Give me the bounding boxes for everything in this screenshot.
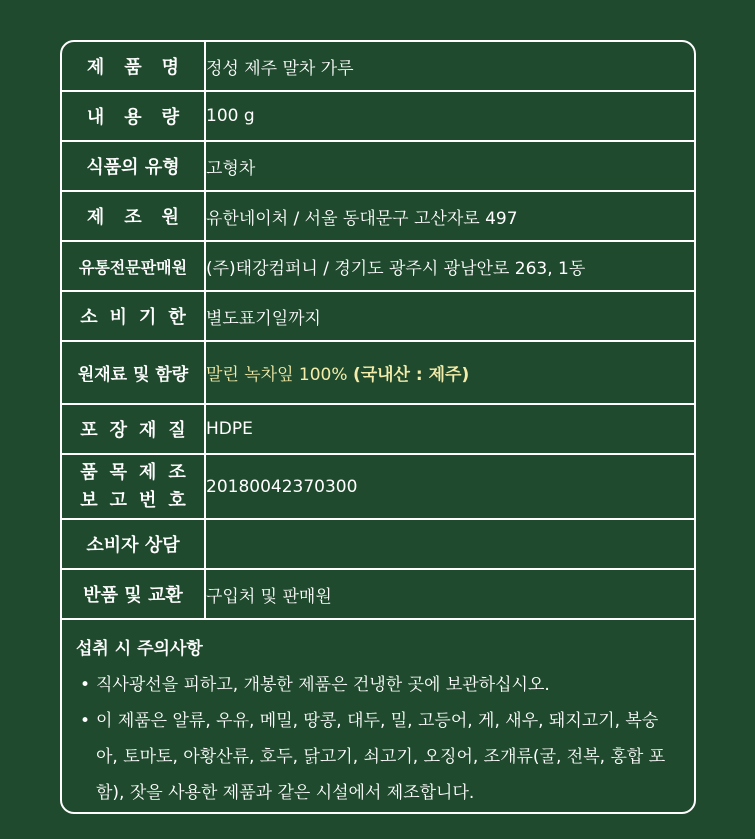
value-manufacturer: 유한네이처 / 서울 동대문구 고산자로 497: [205, 191, 694, 241]
label-report-number-line1: 품목제조: [80, 461, 198, 483]
label-ingredients: 원재료 및 함량: [62, 341, 205, 404]
product-info-panel: [60, 40, 696, 814]
value-report-number: 20180042370300: [205, 454, 694, 519]
value-distributor: (주)태강컴퍼니 / 경기도 광주시 광남안로 263, 1동: [205, 241, 694, 291]
value-expiry: 별도표기일까지: [205, 291, 694, 341]
value-consumer-service: [205, 519, 694, 569]
precautions-title: 섭취 시 주의사항: [76, 639, 203, 659]
label-packaging: 포장재질: [62, 404, 205, 454]
row-net-content: [62, 91, 694, 141]
precautions-list: [76, 667, 680, 811]
row-food-type: [62, 141, 694, 191]
label-food-type: 식품의 유형: [62, 141, 205, 191]
row-ingredients: [62, 341, 694, 404]
value-product-name: 정성 제주 말차 가루: [205, 42, 694, 91]
label-manufacturer: 제조원: [62, 191, 205, 241]
ingredients-origin: (국내산 : 제주): [352, 365, 470, 385]
label-consumer-service: 소비자 상담: [62, 519, 205, 569]
product-info-table: [62, 42, 694, 620]
label-expiry: 소비기한: [62, 291, 205, 341]
row-product-name: [62, 42, 694, 91]
row-report-number: [62, 454, 694, 519]
value-packaging: HDPE: [205, 404, 694, 454]
label-distributor: 유통전문판매원: [62, 241, 205, 291]
label-report-number: [62, 454, 205, 519]
precaution-item: • 직사광선을 피하고, 개봉한 제품은 건냉한 곳에 보관하십시오.: [76, 667, 680, 703]
precaution-item: • 이 제품은 알류, 우유, 메밀, 땅콩, 대두, 밀, 고등어, 게, 새우, 돼지고기, 복숭아, 토마토, 아황산류, 호두, 닭고기, 쇠고기, 오징어, 조개류(굴, 전복, 홍합 포함), 잣을 사용한 제품과 같은 시설에서 제조합니다.: [76, 703, 680, 811]
row-packaging: [62, 404, 694, 454]
row-distributor: [62, 241, 694, 291]
label-report-number-line2: 보고번호: [80, 489, 198, 511]
value-return-exchange: 구입처 및 판매원: [205, 569, 694, 619]
precautions-section: [62, 620, 694, 811]
value-net-content: 100 g: [205, 91, 694, 141]
value-food-type: 고형차: [205, 141, 694, 191]
row-return-exchange: [62, 569, 694, 619]
row-manufacturer: [62, 191, 694, 241]
row-expiry: [62, 291, 694, 341]
label-return-exchange: 반품 및 교환: [62, 569, 205, 619]
ingredients-text: 말린 녹차잎 100%: [206, 365, 353, 385]
label-product-name: 제품명: [62, 42, 205, 91]
label-net-content: 내용량: [62, 91, 205, 141]
value-ingredients: [205, 341, 694, 404]
row-consumer-service: [62, 519, 694, 569]
